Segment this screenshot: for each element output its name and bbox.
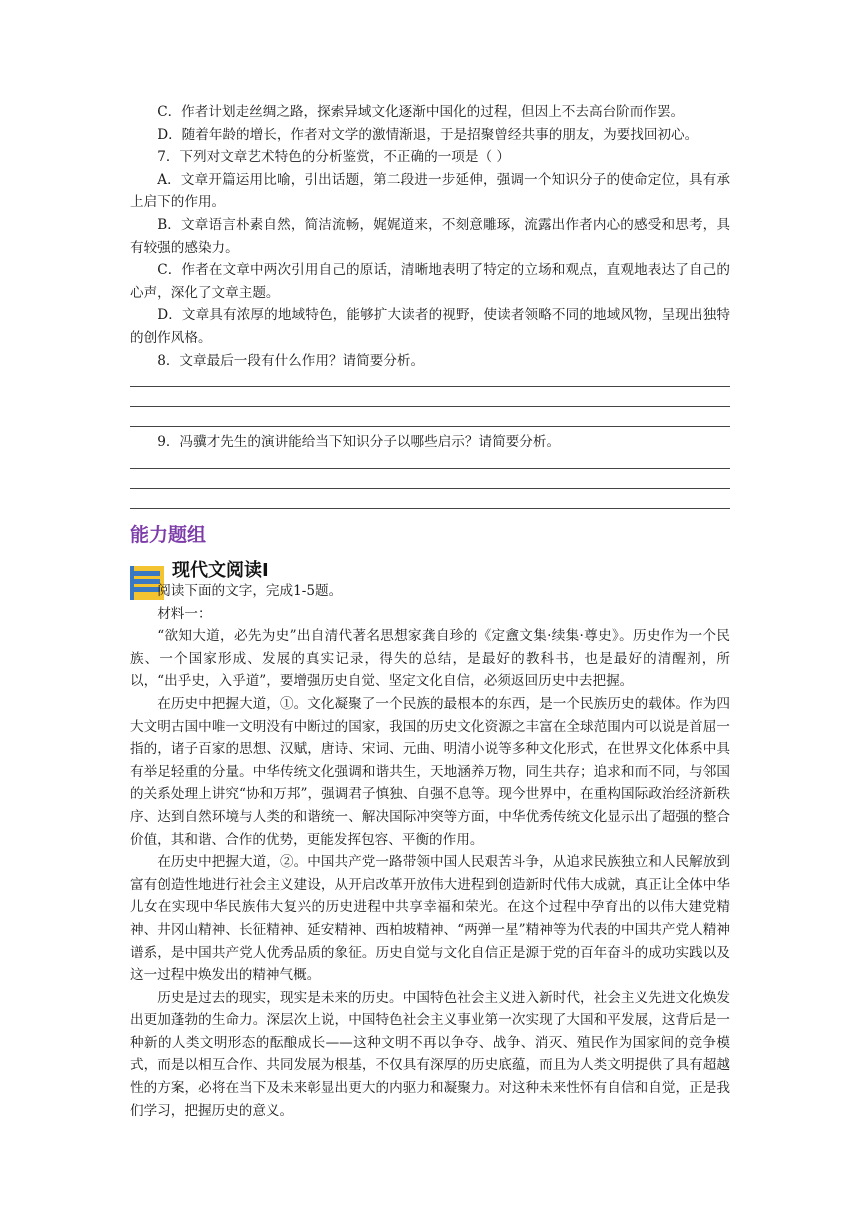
question-7-option-d: D．文章具有浓厚的地域特色，能够扩大读者的视野，使读者领略不同的地域风物，呈现出独特的创作风格。 — [130, 307, 730, 346]
question-9: 9．冯骥才先生的演讲能给当下知识分子以哪些启示？请简要分析。 — [157, 434, 561, 451]
reading-material — [130, 580, 730, 1122]
paragraph: 在历史中把握大道，②。中国共产党一路带领中国人民艰苦斗争，从追求民族独立和人民解放到富有创造性地进行社会主义建设，从开启改革开放伟大进程到创造新时代伟大成就，真正让全体中华儿女在实现中华民族伟大复兴的历史进程中共享幸福和荣光。在这个过程中孕育出的以伟大建党精神、井冈山精神、长征精神、延安精神、西柏坡精神、“两弹一星”精神等为代表的中国共产党人精神谱系，是中国共产党人优秀品质的象征。历史自觉与文化自信正是源于党的百年奋斗的成功实践以及这一过程中焕发出的精神气概。 — [130, 854, 730, 984]
question-7-option-a: A．文章开篇运用比喻，引出话题，第二段进一步延伸，强调一个知识分子的使命定位，具有承上启下的作用。 — [130, 171, 730, 211]
question-7-stem: 7．下列对文章艺术特色的分析鉴赏，不正确的一项是（ ） — [157, 149, 510, 166]
paragraph: 在历史中把握大道，①。文化凝聚了一个民族的最根本的东西，是一个民族历史的载体。作为四大文明古国中唯一文明没有中断过的国家，我国的历史文化资源之丰富在全球范围内可以说是首屈一指的，诸子百家的思想、汉赋，唐诗、宋词、元曲、明清小说等多种文化形式，在世界文化体系中具有举足轻重的分量。中华传统文化强调和谐共生，天地涵养万物，同生共存；追求和而不同，与邻国的关系处理上讲究“协和万邦”，强调君子慎独、自强不息等。现今世界中，在重构国际政治经济新秩序、达到自然环境与人类的和谐统一、解决国际冲突等方面，中华优秀传统文化显示出了超强的整合价值，其和谐、合作的优势，更能发挥包容、平衡的作用。 — [130, 695, 730, 848]
option-d: D．随着年龄的增长，作者对文学的激情渐退，于是招聚曾经共事的朋友，为要找回初心。 — [157, 126, 699, 143]
answer-line — [130, 508, 730, 509]
subsection-title: 现代文阅读Ⅰ — [172, 560, 269, 581]
question-block-top — [130, 101, 730, 509]
question-7-option-c: C．作者在文章中两次引用自己的原话，清晰地表明了特定的立场和观点，直观地表达了自己的心声，深化了文章主题。 — [130, 262, 730, 301]
instruction: 阅读下面的文字，完成1-5题。 — [157, 583, 343, 599]
question-7-option-b: B．文章语言朴素自然，简洁流畅，娓娓道来，不刻意雕琢，流露出作者内心的感受和思考，具有较强的感染力。 — [130, 216, 730, 256]
section-title: 能力题组 — [130, 524, 207, 546]
question-8: 8．文章最后一段有什么作用？请简要分析。 — [157, 352, 425, 369]
material-label: 材料一： — [157, 605, 212, 622]
paragraph: “欲知大道，必先为史”出自清代著名思想家龚自珍的《定盦文集·续集·尊史》。历史作为一个民族、一个国家形成、发展的真实记录，得失的总结，是最好的教科书，也是最好的清醒剂，所以，“出乎史，入乎道”，要增强历史自觉、坚定文化自信，必须返回历史中去把握。 — [130, 628, 730, 690]
paragraph: 历史是过去的现实，现实是未来的历史。中国特色社会主义进入新时代，社会主义先进文化焕发出更加蓬勃的生命力。深层次上说，中国特色社会主义事业第一次实现了大国和平发展，这背后是一种新的人类文明形态的酝酿成长——这种文明不再以争夺、战争、消灭、殖民作为国家间的竞争模式，而是以相互合作、共同发展为根基，不仅具有深厚的历史底蕴，而且为人类文明提供了具有超越性的方案，必将在当下及未来彰显出更大的内驱力和凝聚力。对这种未来性怀有自信和自觉，正是我们学习，把握历史的意义。 — [130, 989, 730, 1119]
option-c: C．作者计划走丝绸之路，探索异域文化逐渐中国化的过程，但因上不去高台阶而作罢。 — [157, 104, 685, 120]
